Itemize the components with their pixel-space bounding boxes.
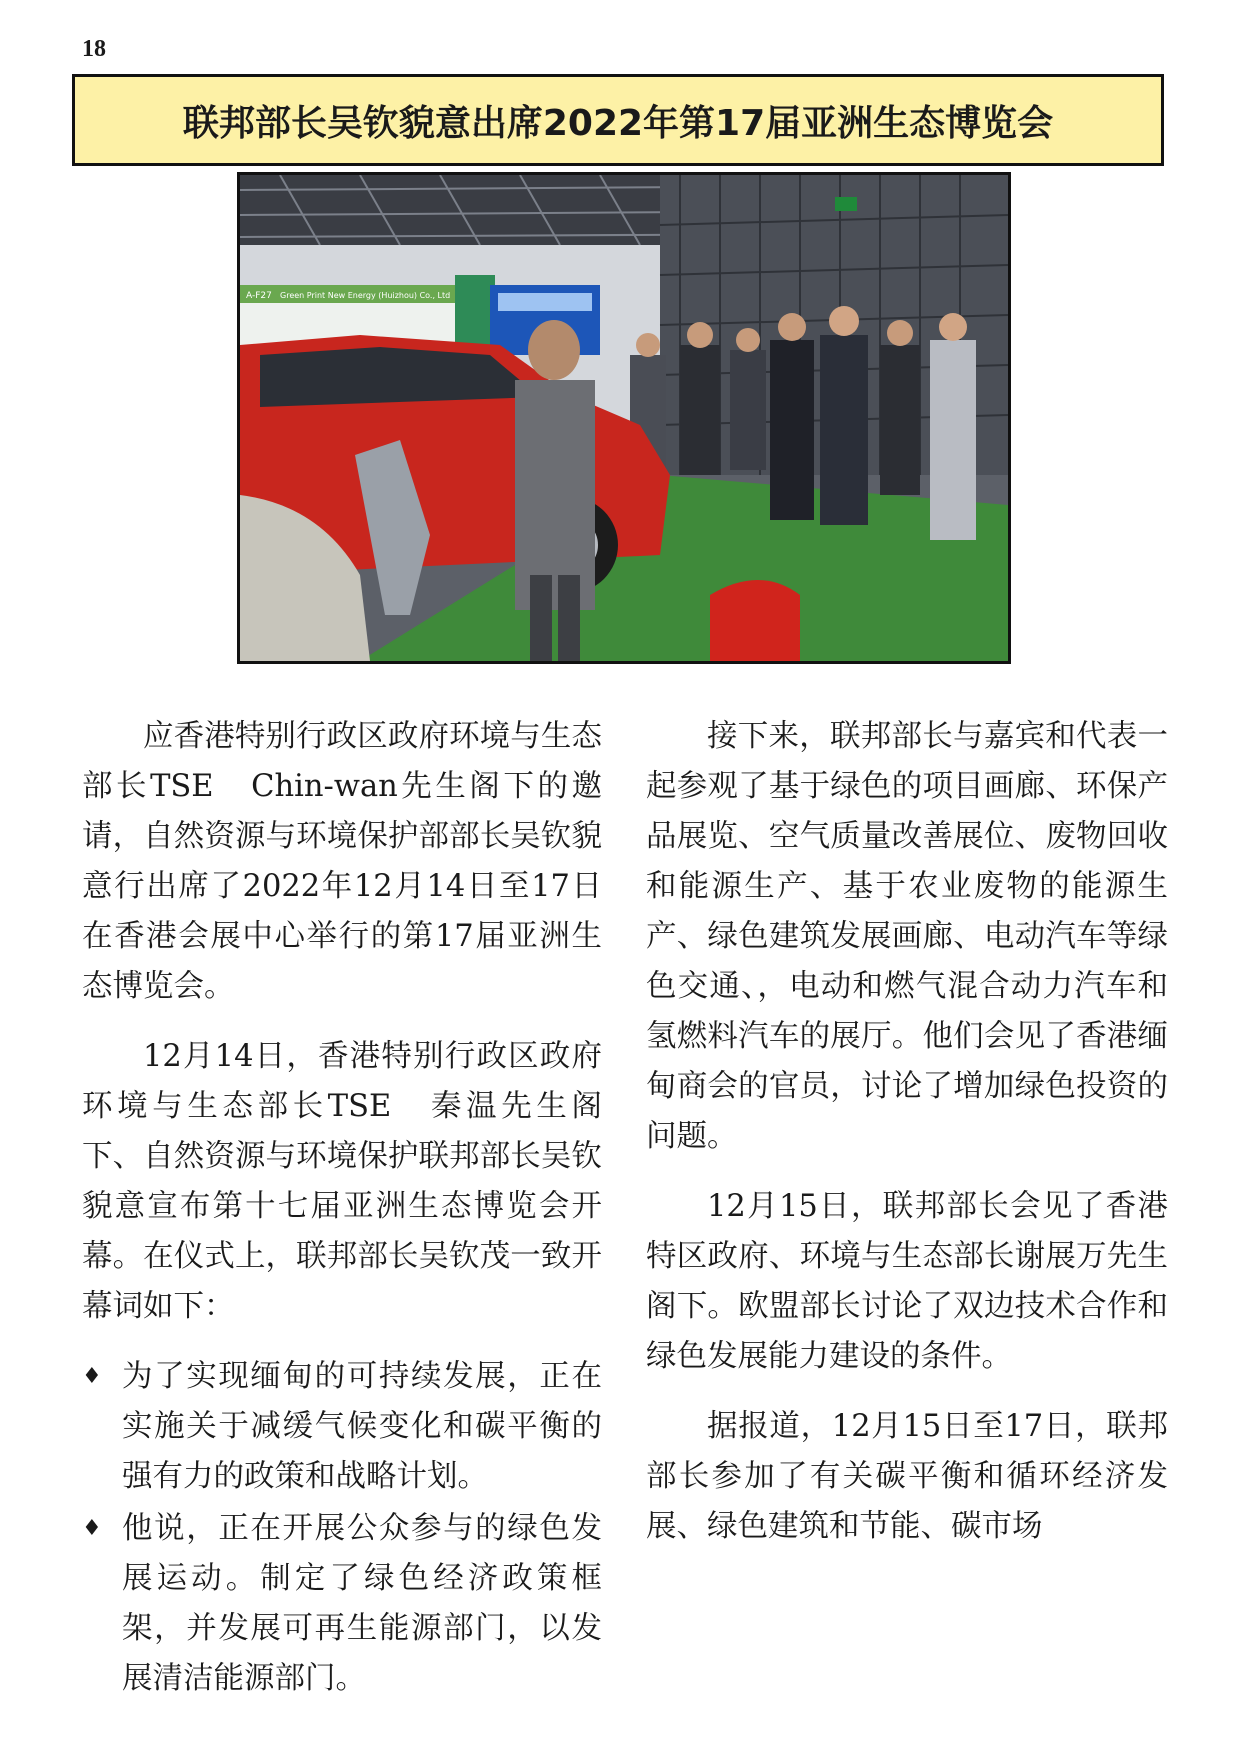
presenter-leg-left	[530, 575, 552, 661]
page-number: 18	[82, 36, 106, 62]
event-photo	[237, 172, 1011, 664]
exit-sign	[835, 197, 857, 211]
left-column	[82, 712, 602, 1706]
title-banner	[72, 74, 1164, 166]
diamond-bullet-icon: ♦	[82, 1516, 102, 1541]
page-title: 联邦部长吴钦貌意出席2022年第17届亚洲生态博览会	[182, 102, 1054, 144]
red-sculpture	[710, 580, 800, 661]
booth-sign-text: Green Print New Energy (Huizhou) Co., Ltd	[280, 291, 451, 300]
paragraph-forums: 据报道，12月15日至17日，联邦部长参加了有关碳平衡和循环经济发展、绿色建筑和节能、碳市场	[646, 1409, 1168, 1544]
presenter-head	[528, 320, 580, 380]
list-item-text: 为了实现缅甸的可持续发展，正在实施关于减缓气候变化和碳平衡的强有力的政策和战略计划。	[122, 1359, 602, 1494]
speech-points-list	[82, 1352, 602, 1704]
list-item-text: 他说，正在开展公众参与的绿色发展运动。制定了绿色经济政策框架，并发展可再生能源部门，以发展清洁能源部门。	[122, 1511, 602, 1696]
exhibition-scene-illustration	[240, 175, 1008, 661]
list-item	[82, 1504, 602, 1704]
diamond-bullet-icon: ♦	[82, 1364, 102, 1389]
presenter	[515, 380, 595, 610]
booth-code-text: A-F27	[246, 291, 272, 301]
paragraph-visit: 接下来，联邦部长与嘉宾和代表一起参观了基于绿色的项目画廊、环保产品展览、空气质量改善展位、废物回收和能源生产、基于农业废物的能源生产、绿色建筑发展画廊、电动汽车等绿色交通、，电动和燃气混合动力汽车和氢燃料汽车的展厅。他们会见了香港缅甸商会的官员，讨论了增加绿色投资的问题。	[646, 719, 1168, 1154]
paragraph-meeting: 12月15日，联邦部长会见了香港特区政府、环境与生态部长谢展万先生阁下。欧盟部长讨论了双边技术合作和绿色发展能力建设的条件。	[646, 1189, 1168, 1374]
paragraph-invitation: 应香港特别行政区政府环境与生态部长TSE Chin-wan先生阁下的邀请，自然资源与环境保护部部长吴钦貌意行出席了2022年12月14日至17日在香港会展中心举行的第17届亚洲生态博览会。	[82, 719, 602, 1004]
list-item	[82, 1352, 602, 1502]
paragraph-opening: 12月14日，香港特别行政区政府环境与生态部长TSE 秦温先生阁下、自然资源与环境保护联邦部长吴钦貌意宣布第十七届亚洲生态博览会开幕。在仪式上，联邦部长吴钦茂一致开幕词如下：	[82, 1039, 602, 1324]
presenter-leg-right	[558, 575, 580, 661]
bus-window	[498, 293, 592, 311]
right-column	[646, 712, 1168, 1572]
